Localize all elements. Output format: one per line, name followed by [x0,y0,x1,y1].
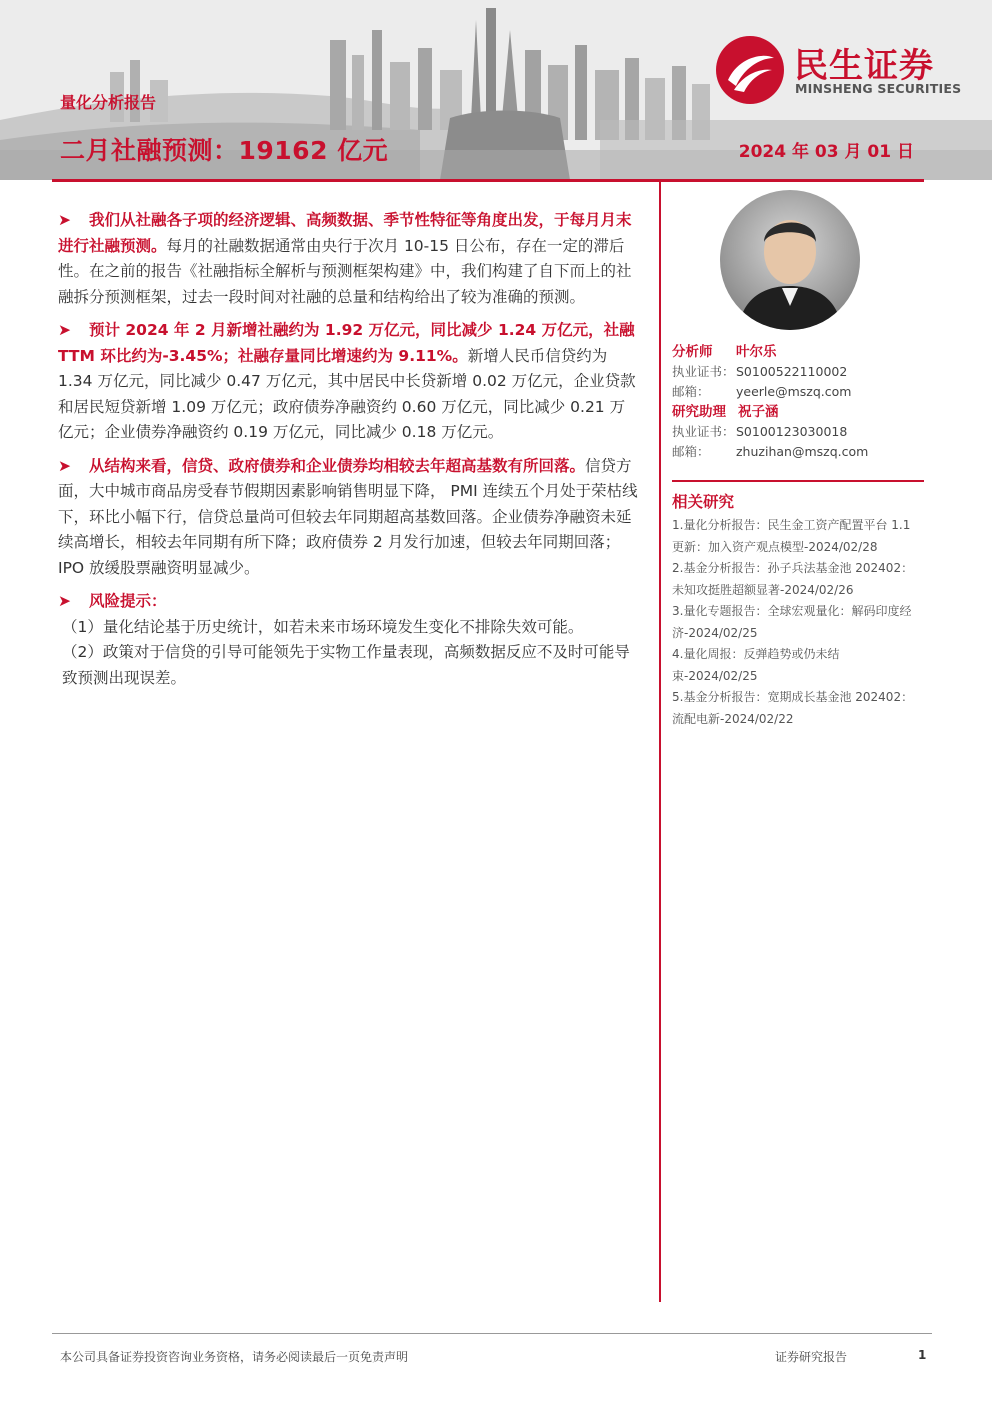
related-research-item[interactable]: 4.量化周报：反弹趋势或仍未结束-2024/02/25 [672,647,840,683]
cert-number: S0100522110002 [736,364,848,379]
report-type-label: 量化分析报告 [60,93,157,112]
analyst-info [672,342,924,462]
summary-paragraph-2 [58,318,640,446]
assistant-email-row [672,442,924,462]
assistant-name: 祝子涵 [738,404,779,420]
related-divider [672,480,924,482]
bullet-arrow-icon: ➤ [58,211,71,229]
summary-paragraph-1 [58,208,640,310]
logo-text-en: MINSHENG SECURITIES [795,81,962,96]
cert-label: 执业证书： [672,424,735,439]
email-label: 邮箱： [672,444,710,459]
email-label: 邮箱： [672,384,710,399]
assistant-row [672,402,924,422]
footer-divider [52,1333,932,1334]
summary-paragraph-3 [58,454,640,582]
cert-label: 执业证书： [672,364,735,379]
page-title: 二月社融预测：19162 亿元 [60,136,389,165]
related-research-item[interactable]: 5.基金分析报告：宽期成长基金池 202402：流配电新-2024/02/22 [672,690,914,726]
bullet-arrow-icon: ➤ [58,321,71,339]
risk-item: （1）量化结论基于历史统计，如若未来市场环境发生变化不排除失效可能。 [62,617,584,636]
logo-mark-icon [716,36,784,104]
header-divider [52,179,924,182]
assistant-cert-row [672,422,924,442]
paragraph-text: 信贷方面，大中城市商品房受春节假期因素影响销售明显下降， PMI 连续五个月处于荣枯线下，环比小幅下行，信贷总量尚可但较去年同期超高基数回落。企业债券净融资未延续高增长，相较去年同期有所下降；政府债券 2 月发行加速，但较去年同期回落；IPO 放缓股票融资明显减少。 [58,456,638,577]
cert-number: S0100123030018 [736,424,848,439]
related-research-title: 相关研究 [672,493,735,511]
paragraph-text: 新增人民币信贷约为 1.34 万亿元，同比减少 0.47 万亿元，其中居民中长贷新增 0.02 万亿元，企业贷款和居民短贷新增 1.09 万亿元；政府债券净融资约 0.60 万亿元，同比减少 0.21 万亿元；企业债券净融资约 0.19 万亿元，同比减少 0.18 万亿元。 [58,346,636,441]
assistant-email-link[interactable]: zhuzihan@mszq.com [736,444,869,459]
bullet-arrow-icon: ➤ [58,592,71,610]
paragraph-text: 每月的社融数据通常由央行于次月 10-15 日公布，存在一定的滞后性。在之前的报告《社融指标全解析与预测框架构建》中，我们构建了自下而上的社融拆分预测框架，过去一段时间对社融的总量和结构给出了较为准确的预测。 [58,236,632,306]
analyst-email-row [672,382,924,402]
company-logo [716,36,966,106]
analyst-row [672,342,924,362]
analyst-photo [720,190,860,330]
paragraph-highlight: 我们从社融各子项的经济逻辑、高频数据、季节性特征等角度出发，于每月月末进行社融预测。 [58,211,632,255]
analyst-name: 叶尔乐 [736,344,777,360]
assistant-role: 研究助理 [672,404,726,420]
related-research-item[interactable]: 1.量化分析报告：民生金工资产配置平台 1.1 更新：加入资产观点模型-2024/02/28 [672,518,911,554]
paragraph-highlight: 预计 2024 年 2 月新增社融约为 1.92 万亿元，同比减少 1.24 万亿元，社融 TTM 环比约为-3.45%；社融存量同比增速约为 9.11%。 [58,321,635,365]
related-research-item[interactable]: 2.基金分析报告：孙子兵法基金池 202402：未知攻挺胜超额显著-2024/02/26 [672,561,914,597]
bullet-arrow-icon: ➤ [58,456,71,475]
column-divider [659,182,661,1302]
paragraph-highlight: 从结构来看，信贷、政府债券和企业债券均相较去年超高基数有所回落。 [89,456,586,475]
page-number: 1 [918,1348,927,1362]
risk-heading [58,589,640,615]
footer-disclaimer: 本公司具备证券投资咨询业务资格，请务必阅读最后一页免责声明 [60,1350,409,1364]
risk-item: （2）政策对于信贷的引导可能领先于实物工作量表现，高频数据反应不及时可能导致预测出现误差。 [62,643,630,687]
risk-title: 风险提示： [89,592,167,610]
logo-text-cn: 民生证券 [794,46,934,86]
related-research-item[interactable]: 3.量化专题报告：全球宏观量化：解码印度经济-2024/02/25 [672,604,912,640]
analyst-cert-row [672,362,924,382]
related-research-list [672,515,924,730]
analyst-role: 分析师 [672,344,713,360]
footer-doc-type: 证券研究报告 [775,1350,848,1364]
report-date: 2024 年 03 月 01 日 [738,142,914,162]
analyst-email-link[interactable]: yeerle@mszq.com [736,384,852,399]
summary-content [58,208,640,691]
